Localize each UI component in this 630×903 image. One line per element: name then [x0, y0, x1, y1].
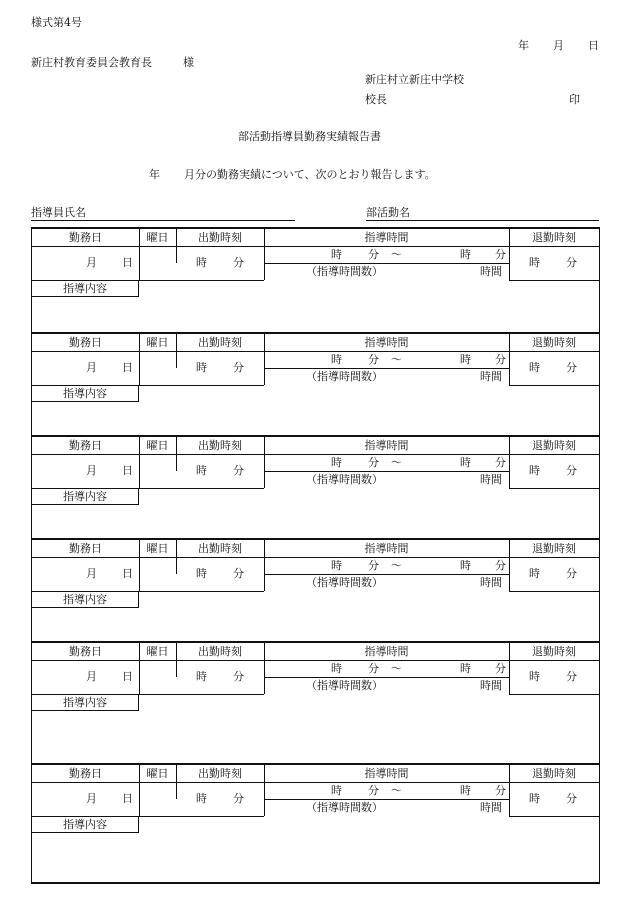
guidance-content-label: 指導内容: [63, 387, 107, 400]
weekday-header: 曜日: [146, 767, 169, 780]
weekday-cell[interactable]: [139, 557, 176, 591]
departure-time-cell[interactable]: 時 分: [529, 792, 577, 805]
guidance-hours-cell[interactable]: （指導時間数） 時間: [306, 801, 502, 814]
arrival-time-header: 出勤時刻: [198, 439, 242, 452]
guidance-time-range-cell[interactable]: 時 分 〜 時 分: [331, 353, 506, 366]
guidance-content-label: 指導内容: [63, 593, 107, 606]
guidance-content-label: 指導内容: [63, 282, 107, 295]
work-day-cell[interactable]: 月 日: [86, 792, 133, 805]
work-day-cell[interactable]: 月 日: [86, 464, 133, 477]
guidance-content-area[interactable]: [32, 833, 599, 882]
work-record: [32, 538, 599, 641]
instructor-name-field[interactable]: [31, 220, 295, 221]
work-day-cell[interactable]: 月 日: [86, 256, 133, 269]
departure-time-cell[interactable]: 時 分: [529, 670, 577, 683]
guidance-hours-cell[interactable]: （指導時間数） 時間: [306, 679, 502, 692]
work-day-header: 勤務日: [69, 645, 102, 658]
addressee-name: 新庄村教育委員会教育長: [31, 56, 152, 69]
work-day-header: 勤務日: [69, 439, 102, 452]
guidance-hours-cell[interactable]: （指導時間数） 時間: [306, 473, 502, 486]
work-day-header: 勤務日: [69, 336, 102, 349]
club-name-field[interactable]: [366, 220, 599, 221]
weekday-header: 曜日: [146, 336, 169, 349]
guidance-content-label-cell: [32, 280, 139, 297]
guidance-time-range-cell[interactable]: 時 分 〜 時 分: [331, 248, 506, 261]
date-day-label: 日: [588, 39, 599, 52]
weekday-header: 曜日: [146, 542, 169, 555]
weekday-header: 曜日: [146, 231, 169, 244]
work-record: [32, 332, 599, 435]
arrival-time-header: 出勤時刻: [198, 645, 242, 658]
guidance-time-header: 指導時間: [364, 336, 409, 349]
departure-time-cell[interactable]: 時 分: [529, 464, 577, 477]
arrival-time-header: 出勤時刻: [198, 542, 242, 555]
guidance-content-area[interactable]: [32, 402, 599, 435]
guidance-time-range-cell[interactable]: 時 分 〜 時 分: [331, 559, 506, 572]
work-day-cell[interactable]: 月 日: [86, 567, 133, 580]
arrival-time-cell[interactable]: 時 分: [196, 670, 244, 683]
work-record: [32, 229, 599, 332]
guidance-content-label-cell: [32, 694, 139, 711]
instructor-name-label: 指導員氏名: [31, 206, 86, 219]
guidance-content-label-cell: [32, 488, 139, 505]
guidance-content-area[interactable]: [32, 505, 599, 538]
guidance-time-range-cell[interactable]: 時 分 〜 時 分: [331, 784, 506, 797]
weekday-header: 曜日: [146, 645, 169, 658]
work-record: [32, 641, 599, 763]
work-day-header: 勤務日: [69, 767, 102, 780]
arrival-time-cell[interactable]: 時 分: [196, 567, 244, 580]
departure-time-header: 退勤時刻: [532, 439, 576, 452]
weekday-cell[interactable]: [139, 351, 176, 385]
arrival-time-cell[interactable]: 時 分: [196, 464, 244, 477]
arrival-time-header: 出勤時刻: [198, 336, 242, 349]
club-name-label: 部活動名: [366, 206, 410, 219]
intro-text: 月分の勤務実績について、次のとおり報告します。: [184, 168, 436, 181]
sender-title: 校長: [365, 93, 387, 106]
weekday-header: 曜日: [146, 439, 169, 452]
arrival-time-cell[interactable]: 時 分: [196, 256, 244, 269]
guidance-hours-cell[interactable]: （指導時間数） 時間: [306, 576, 502, 589]
work-day-cell[interactable]: 月 日: [86, 670, 133, 683]
sender-school: 新庄村立新庄中学校: [365, 73, 464, 86]
guidance-time-header: 指導時間: [364, 231, 409, 244]
work-day-header: 勤務日: [69, 231, 102, 244]
guidance-content-area[interactable]: [32, 608, 599, 641]
guidance-time-header: 指導時間: [364, 542, 409, 555]
guidance-time-header: 指導時間: [364, 439, 409, 452]
work-day-header: 勤務日: [69, 542, 102, 555]
arrival-time-cell[interactable]: 時 分: [196, 792, 244, 805]
guidance-content-label-cell: [32, 591, 139, 608]
guidance-content-area[interactable]: [32, 711, 599, 763]
date-year-label: 年: [518, 39, 529, 52]
guidance-time-header: 指導時間: [364, 767, 409, 780]
departure-time-header: 退勤時刻: [532, 231, 576, 244]
guidance-time-header: 指導時間: [364, 645, 409, 658]
departure-time-header: 退勤時刻: [532, 767, 576, 780]
weekday-cell[interactable]: [139, 660, 176, 694]
work-records-table: [31, 227, 600, 884]
weekday-cell[interactable]: [139, 246, 176, 280]
guidance-content-label: 指導内容: [63, 490, 107, 503]
departure-time-header: 退勤時刻: [532, 336, 576, 349]
departure-time-cell[interactable]: 時 分: [529, 256, 577, 269]
sender-seal: 印: [569, 93, 580, 106]
guidance-content-label: 指導内容: [63, 696, 107, 709]
departure-time-header: 退勤時刻: [532, 542, 576, 555]
work-record: [32, 435, 599, 538]
guidance-time-range-cell[interactable]: 時 分 〜 時 分: [331, 456, 506, 469]
intro-year: 年: [149, 168, 160, 181]
document-title: 部活動指導員勤務実績報告書: [238, 130, 381, 143]
date-month-label: 月: [553, 39, 564, 52]
work-record: [32, 763, 599, 882]
departure-time-header: 退勤時刻: [532, 645, 576, 658]
work-day-cell[interactable]: 月 日: [86, 361, 133, 374]
addressee-honorific: 様: [183, 56, 194, 69]
arrival-time-cell[interactable]: 時 分: [196, 361, 244, 374]
departure-time-cell[interactable]: 時 分: [529, 361, 577, 374]
weekday-cell[interactable]: [139, 782, 176, 816]
form-number: 様式第4号: [31, 16, 82, 29]
guidance-hours-cell[interactable]: （指導時間数） 時間: [306, 265, 502, 278]
guidance-content-label: 指導内容: [63, 818, 107, 831]
guidance-content-area[interactable]: [32, 297, 599, 332]
departure-time-cell[interactable]: 時 分: [529, 567, 577, 580]
arrival-time-header: 出勤時刻: [198, 231, 242, 244]
guidance-content-label-cell: [32, 385, 139, 402]
guidance-hours-cell[interactable]: （指導時間数） 時間: [306, 370, 502, 383]
arrival-time-header: 出勤時刻: [198, 767, 242, 780]
guidance-content-label-cell: [32, 816, 139, 833]
weekday-cell[interactable]: [139, 454, 176, 488]
guidance-time-range-cell[interactable]: 時 分 〜 時 分: [331, 662, 506, 675]
